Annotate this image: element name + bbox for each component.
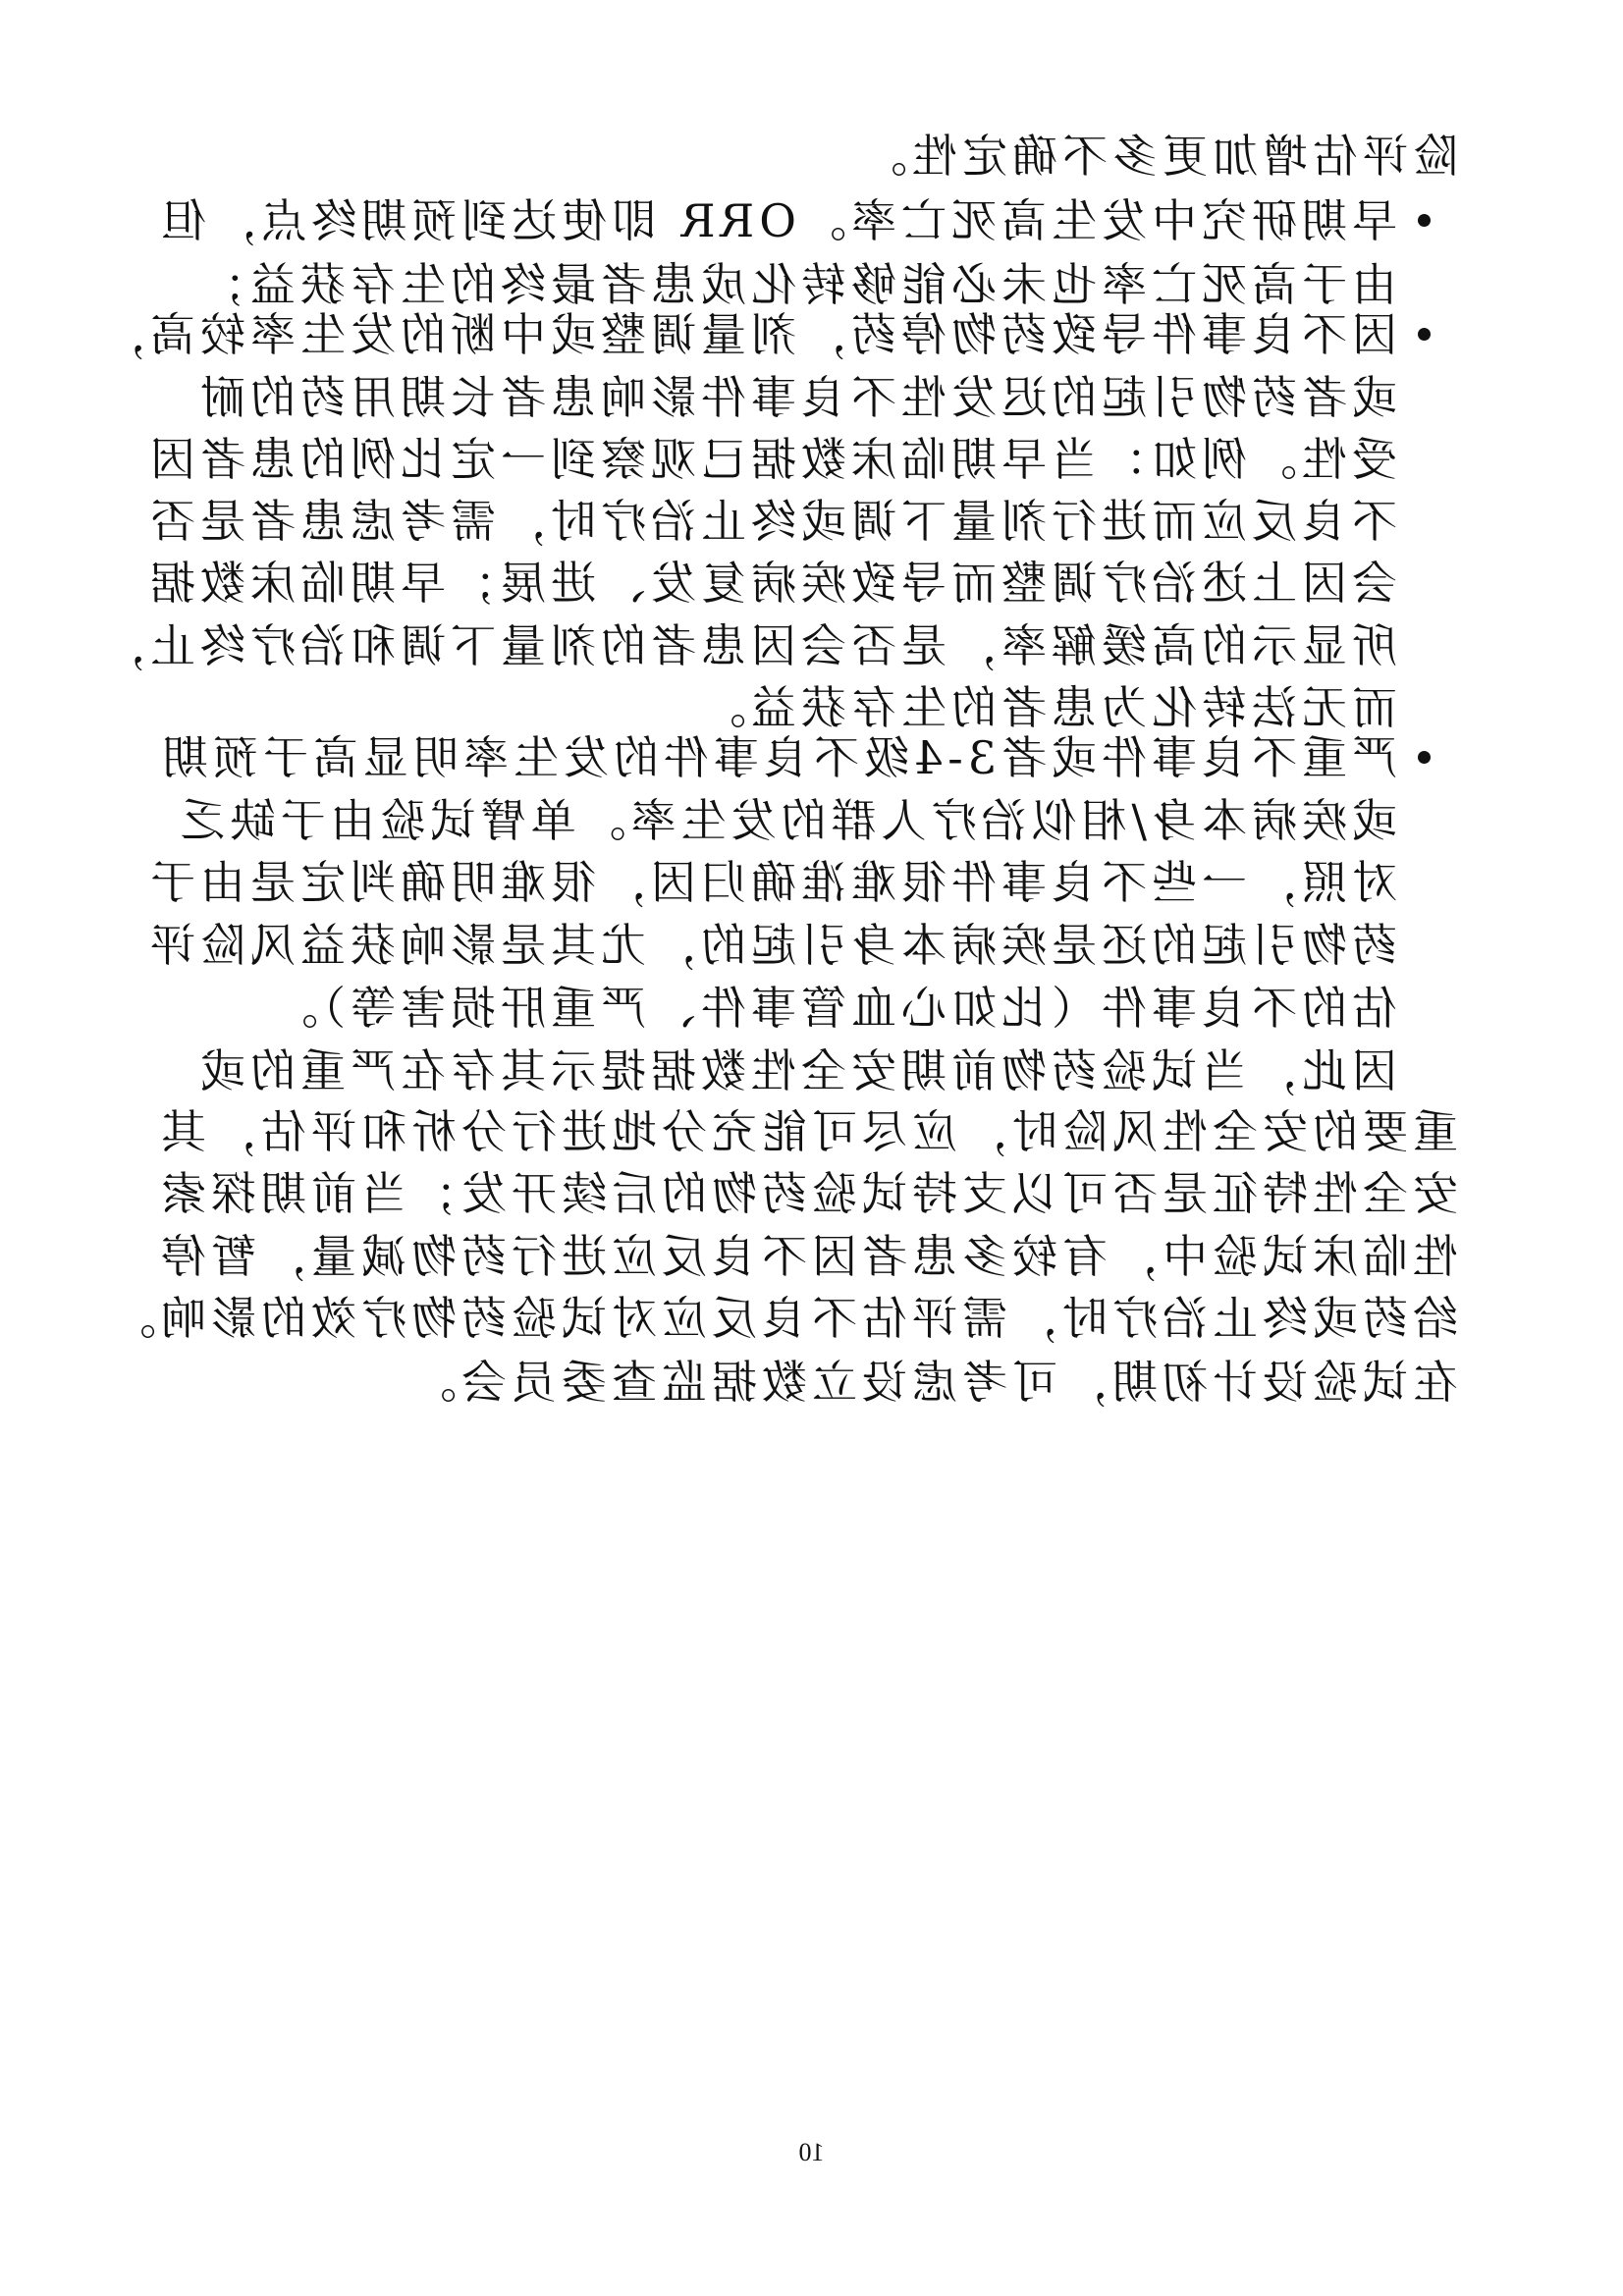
text-line: 因不良事件导致药物停药，剂量调整或中断的发生率较高， [95,308,1397,361]
text-line: 安全性特征是否可以支持试验药物的后续开发；当前期探索 [156,1167,1458,1220]
text-line: 或者药物引起的迟发性不良事件影响患者长期用药的耐 [195,371,1397,424]
text-line: 由于高死亡率也未必能够转化成患者最终的生存获益； [195,258,1397,311]
text-line: 会因上述治疗调整而导致疾病复发、进展；早期临床数据 [145,557,1397,610]
text-line: 估的不良事件（比如心血管事件、严重肝损害等）。 [268,982,1397,1035]
text-line: 而无法转化为患者的生存获益。 [696,681,1397,734]
text-line: 性临床试验中，有较多患者因不良反应进行药物减量，暂停 [156,1230,1458,1283]
bullet-icon [1418,328,1431,341]
text-line: 严重不良事件或者3-4级不良事件的发生率明显高于预期 [157,731,1397,784]
text-line: 给药或终止治疗时，需评估不良反应对试验药物疗效的影响。 [106,1292,1458,1345]
text-line: 在试验设计初期，可考虑设立数据监查委员会。 [406,1356,1458,1409]
text-line: 对照，一些不良事件很难准确归因，很难明确判定是由于 [145,856,1397,909]
text-line: 因此，当试验药物前期安全性数据提示其存在严重的或 [195,1044,1397,1097]
text-line: 险评估增加更多不确定性。 [857,130,1458,183]
text-line: 受性。例如：当早期临床数据已观察到一定比例的患者因 [145,433,1397,486]
text-line: 不良反应而进行剂量下调或终止治疗时，需考虑患者是否 [145,495,1397,548]
text-line: 早期研究中发生高死亡率。ORR 即使达到预期终点，但 [156,194,1397,247]
text-line: 或疾病本身/相似治疗人群的发生率。单臂试验由于缺乏 [175,794,1397,847]
bullet-icon [1418,214,1431,227]
text-line: 重要的安全性风险时，应尽可能充分地进行分析和评估，其 [156,1105,1458,1158]
bullet-icon [1418,751,1431,764]
text-line: 药物引起的还是疾病本身引起的，尤其是影响获益风险评 [145,919,1397,972]
page-number: 10 [798,2138,825,2166]
text-line: 所显示的高缓解率，是否会因患者的剂量下调和治疗终止， [95,619,1397,672]
